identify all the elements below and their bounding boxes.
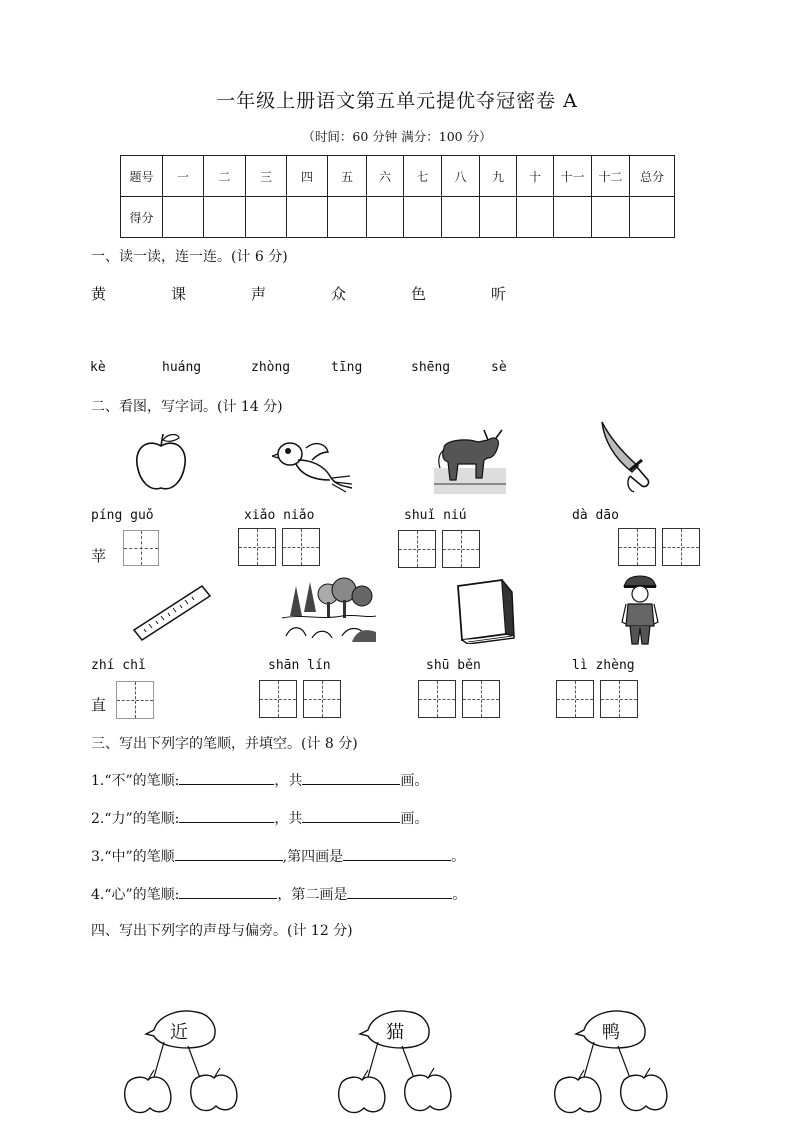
answer-blank[interactable] <box>175 846 283 861</box>
writing-grid[interactable] <box>116 681 154 719</box>
header-cell: 五 <box>328 156 367 197</box>
question-text: 画。 <box>400 811 429 827</box>
apple-picture <box>133 432 189 494</box>
header-cell: 十一 <box>554 156 592 197</box>
section3-heading: 三、写出下列字的笔顺，并填空。(计 8 分) <box>91 736 358 752</box>
section2-heading: 二、看图，写字词。(计 14 分) <box>91 399 283 415</box>
picture-pinyin: lì zhèng <box>572 658 635 673</box>
score-table <box>120 155 675 238</box>
stroke-order-question <box>91 846 465 866</box>
header-cell: 十二 <box>592 156 630 197</box>
score-input-cell[interactable] <box>287 197 328 238</box>
answer-blank[interactable] <box>179 770 274 785</box>
question-text: 3.“中”的笔顺 <box>91 849 175 865</box>
score-input-cell[interactable] <box>204 197 246 238</box>
answer-blank[interactable] <box>179 808 274 823</box>
header-cell: 总分 <box>630 156 675 197</box>
question-text: 。 <box>452 887 467 903</box>
question-text: 2.“力”的笔顺: <box>91 811 180 827</box>
stroke-order-question <box>91 884 466 904</box>
header-cell: 八 <box>442 156 480 197</box>
writing-grid[interactable] <box>398 530 436 568</box>
score-row-label: 得分 <box>121 197 163 238</box>
section1-heading: 一、读一读，连一连。(计 6 分) <box>91 249 288 265</box>
soldier-picture <box>620 574 660 646</box>
given-char: 直 <box>91 696 107 714</box>
question-text: 。 <box>451 849 466 865</box>
picture-pinyin: shū běn <box>426 658 481 673</box>
writing-grid[interactable] <box>442 530 480 568</box>
question-text: 1.“不”的笔顺: <box>91 773 180 789</box>
match-char[interactable]: 色 <box>411 285 427 303</box>
writing-grid[interactable] <box>556 680 594 718</box>
question-text: ，共 <box>274 773 303 789</box>
match-char[interactable]: 课 <box>171 285 187 303</box>
answer-blank[interactable] <box>302 808 400 823</box>
score-input-cell[interactable] <box>163 197 204 238</box>
picture-pinyin: shān lín <box>268 658 331 673</box>
writing-grid[interactable] <box>259 680 297 718</box>
match-pinyin[interactable]: zhòng <box>251 360 291 375</box>
leaf-char: 猫 <box>386 1022 404 1043</box>
writing-grid[interactable] <box>418 680 456 718</box>
header-cell: 一 <box>163 156 204 197</box>
header-cell: 四 <box>287 156 328 197</box>
score-input-cell[interactable] <box>442 197 480 238</box>
answer-blank[interactable] <box>302 770 400 785</box>
score-table-score-row <box>121 197 675 238</box>
picture-pinyin: píng guǒ <box>91 508 154 523</box>
writing-grid[interactable] <box>462 680 500 718</box>
score-input-cell[interactable] <box>592 197 630 238</box>
header-cell: 九 <box>480 156 517 197</box>
answer-blank[interactable] <box>179 884 277 899</box>
forest-picture <box>282 576 376 642</box>
match-char[interactable]: 听 <box>491 285 507 303</box>
match-pinyin[interactable]: huáng <box>162 360 202 375</box>
score-input-cell[interactable] <box>328 197 367 238</box>
header-cell: 十 <box>517 156 554 197</box>
page-title: 一年级上册语文第五单元提优夺冠密卷 A <box>216 90 578 112</box>
answer-blank[interactable] <box>343 846 451 861</box>
leaf-char: 鸭 <box>602 1022 620 1043</box>
header-cell: 二 <box>204 156 246 197</box>
book-picture <box>454 578 516 644</box>
exam-info: （时间：60 分钟 满分：100 分） <box>302 129 492 144</box>
header-cell: 七 <box>404 156 442 197</box>
picture-pinyin: zhí chǐ <box>91 658 146 673</box>
writing-grid[interactable] <box>618 528 656 566</box>
writing-grid[interactable] <box>238 528 276 566</box>
question-text: 画。 <box>400 773 429 789</box>
match-char[interactable]: 众 <box>331 285 347 303</box>
writing-grid[interactable] <box>123 530 159 566</box>
score-input-cell[interactable] <box>404 197 442 238</box>
ox-picture <box>434 426 506 494</box>
match-pinyin[interactable]: tīng <box>331 360 363 375</box>
match-pinyin[interactable]: kè <box>90 360 106 375</box>
picture-pinyin: xiǎo niǎo <box>244 508 315 523</box>
score-input-cell[interactable] <box>367 197 404 238</box>
ruler-picture <box>132 584 212 644</box>
match-char[interactable]: 声 <box>251 285 267 303</box>
stroke-order-question <box>91 770 428 790</box>
score-input-cell[interactable] <box>246 197 287 238</box>
answer-blank[interactable] <box>347 884 452 899</box>
question-text: ,第四画是 <box>282 849 344 865</box>
header-cell: 六 <box>367 156 404 197</box>
knife-picture <box>596 420 656 494</box>
bird-picture <box>272 436 356 494</box>
leaf-char: 近 <box>170 1022 188 1043</box>
match-pinyin[interactable]: shēng <box>411 360 451 375</box>
question-text: ，共 <box>274 811 303 827</box>
writing-grid[interactable] <box>303 680 341 718</box>
question-text: 4.“心”的笔顺: <box>91 887 180 903</box>
score-table-header-row <box>121 156 675 197</box>
match-char[interactable]: 黄 <box>91 285 107 303</box>
picture-pinyin: shuǐ niú <box>404 508 467 523</box>
writing-grid[interactable] <box>282 528 320 566</box>
header-cell: 三 <box>246 156 287 197</box>
score-input-cell[interactable] <box>630 197 675 238</box>
score-input-cell[interactable] <box>480 197 517 238</box>
writing-grid[interactable] <box>600 680 638 718</box>
given-char: 苹 <box>91 547 107 565</box>
score-input-cell[interactable] <box>554 197 592 238</box>
question-text: ，第二画是 <box>277 887 348 903</box>
stroke-order-question <box>91 808 428 828</box>
match-pinyin[interactable]: sè <box>491 360 507 375</box>
score-input-cell[interactable] <box>517 197 554 238</box>
picture-pinyin: dà dāo <box>572 508 619 523</box>
writing-grid[interactable] <box>662 528 700 566</box>
header-cell: 题号 <box>121 156 163 197</box>
section4-heading: 四、写出下列字的声母与偏旁。(计 12 分) <box>91 923 353 939</box>
